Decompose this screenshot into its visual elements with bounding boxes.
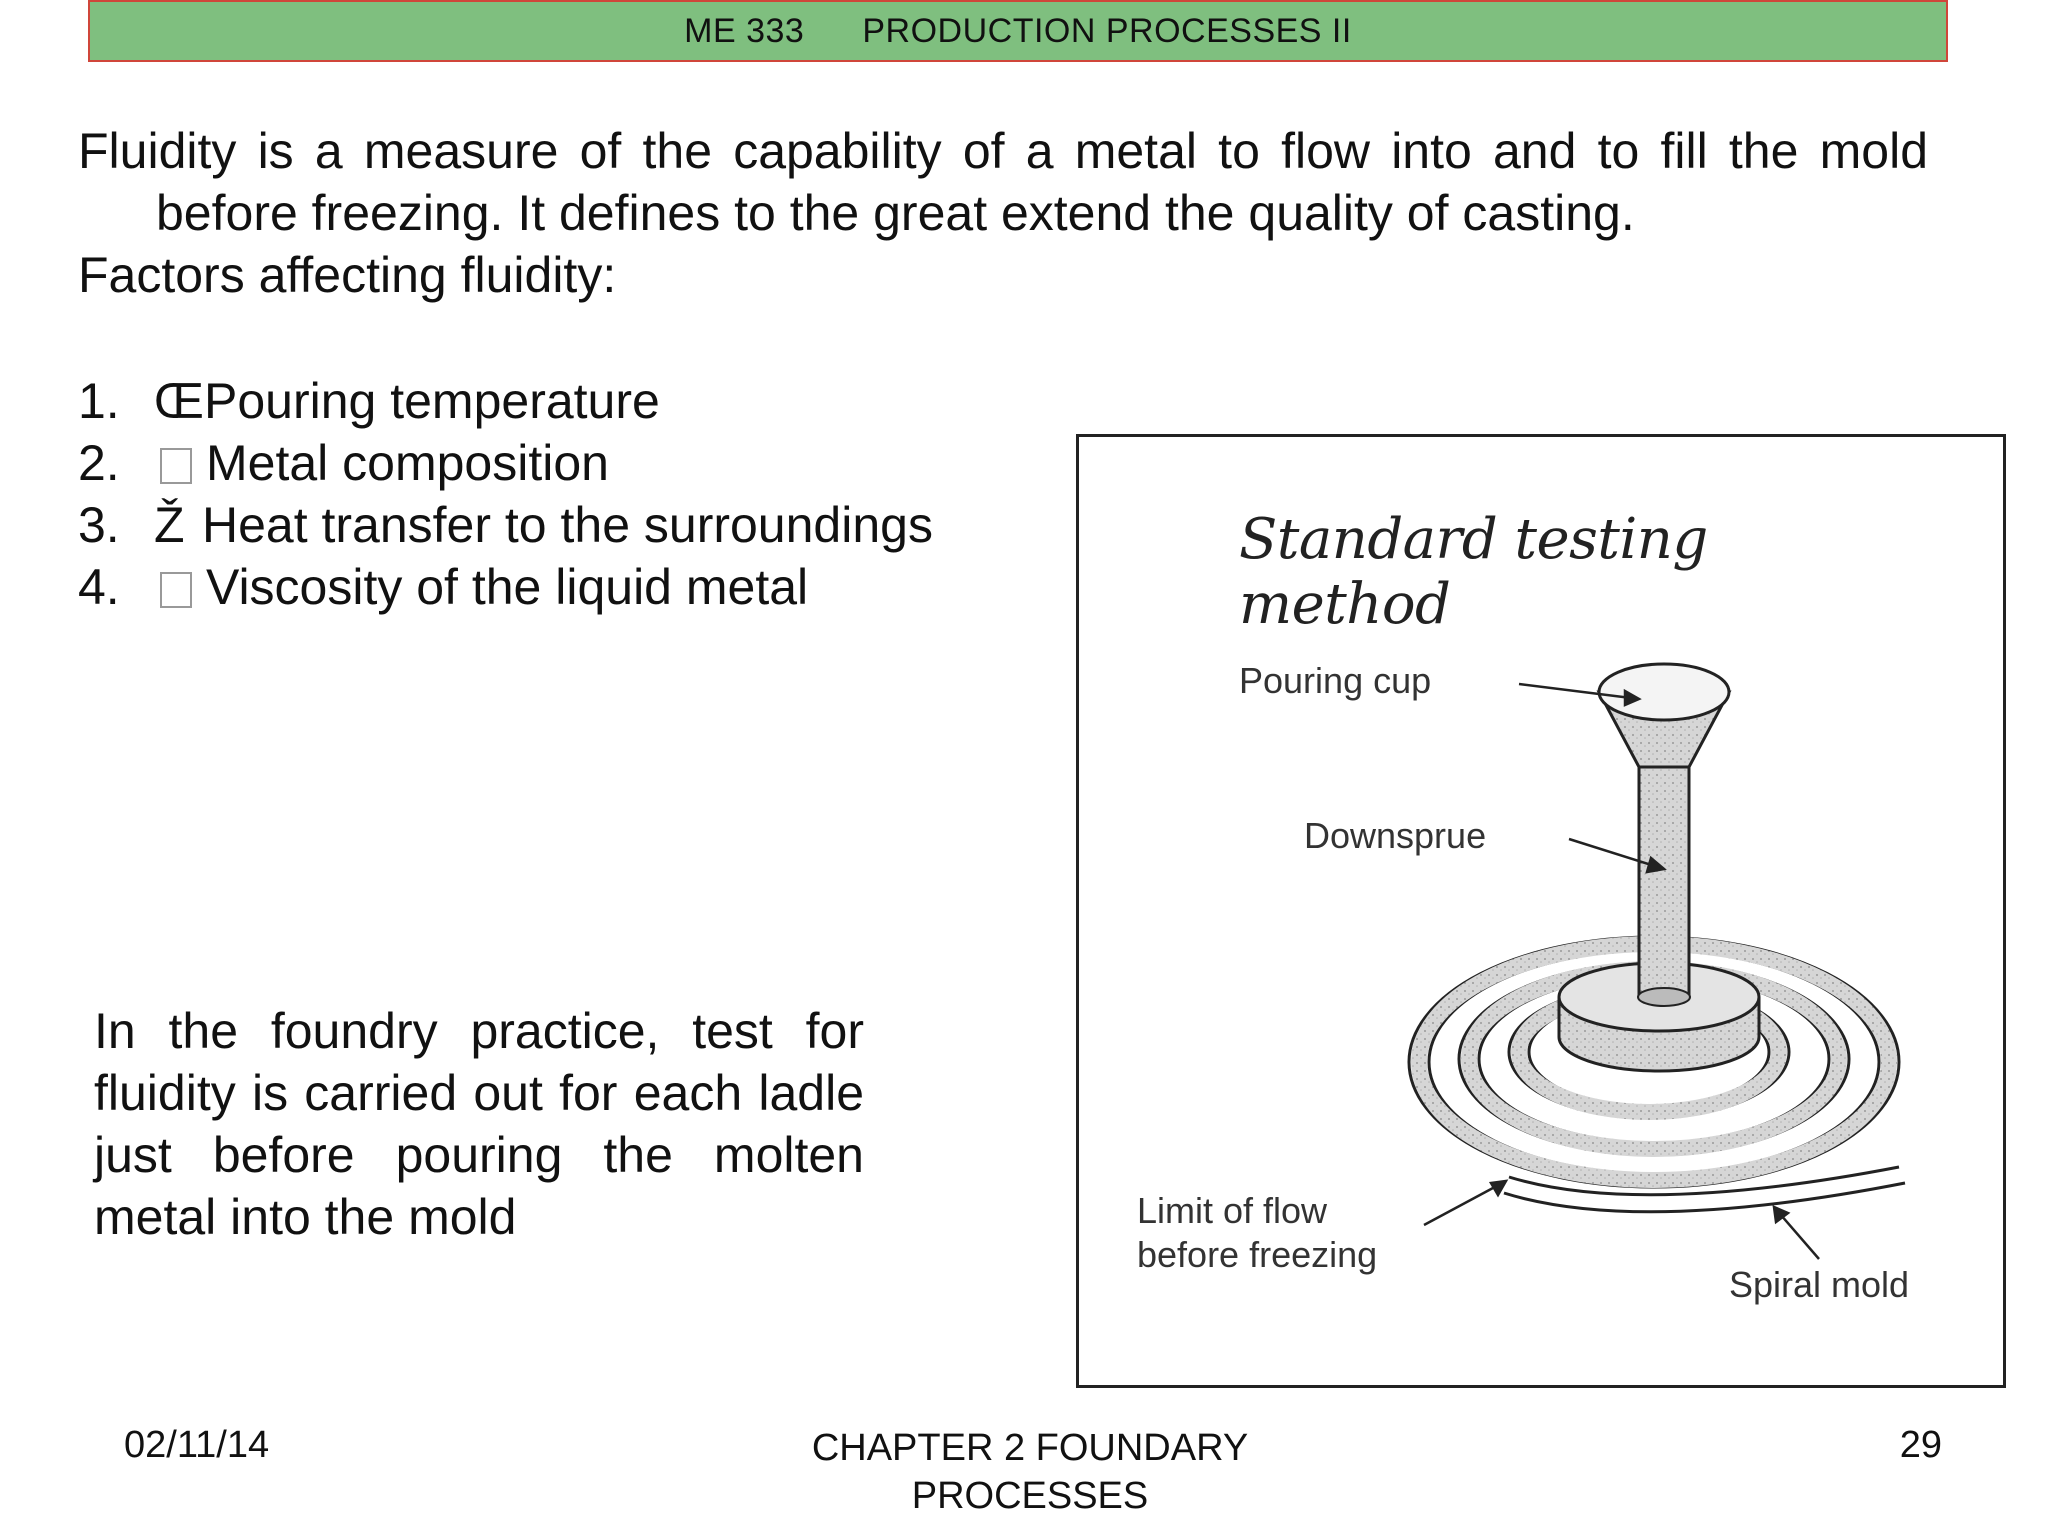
spiral-mold-label: Spiral mold: [1729, 1264, 1910, 1305]
footer-chapter-line2: PROCESSES: [911, 1475, 1149, 1517]
downsprue-label: Downsprue: [1304, 815, 1487, 856]
list-number: 2.: [78, 435, 120, 491]
list-number: 1.: [78, 373, 120, 429]
slide-header: [88, 0, 1948, 62]
list-text: Heat transfer to the surroundings: [202, 497, 933, 553]
list-item: [78, 556, 933, 618]
list-text: Metal composition: [206, 435, 609, 491]
list-symbol: Ž: [154, 497, 185, 553]
factor-list: [78, 370, 933, 618]
list-item: [78, 432, 933, 494]
list-text: Pouring temperature: [204, 373, 660, 429]
list-item: [78, 494, 933, 556]
list-symbol: Œ: [154, 373, 204, 429]
list-number: 3.: [78, 497, 120, 553]
footer-chapter: [780, 1424, 1280, 1520]
missing-glyph-icon: [160, 572, 192, 608]
factors-heading: Factors affecting fluidity:: [78, 247, 617, 303]
footer-date: 02/11/14: [124, 1424, 270, 1466]
list-number: 4.: [78, 559, 120, 615]
list-text: Viscosity of the liquid metal: [206, 559, 809, 615]
limit-of-flow-label-line1: Limit of flow: [1137, 1190, 1328, 1231]
limit-of-flow-label-line2: before freezing: [1137, 1234, 1378, 1275]
foundry-note: In the foundry practice, test for fluidity is carried out for each ladle just before pouring the molten metal into the mold: [94, 1003, 864, 1245]
page-number: 29: [1899, 1424, 1942, 1466]
figure-title: Standard testing method: [1239, 507, 1708, 637]
fluidity-definition: Fluidity is a measure of the capability of a metal to flow into and to fill the mold before freezing. It defines to the great extend the quality of casting.: [78, 123, 1928, 241]
intro-text: [78, 120, 1928, 306]
footer-chapter-line1: CHAPTER 2 FOUNDARY: [811, 1427, 1249, 1469]
course-title: PRODUCTION PROCESSES II: [862, 11, 1352, 50]
pouring-cup-label: Pouring cup: [1239, 660, 1432, 701]
missing-glyph-icon: [160, 448, 192, 484]
course-code: ME 333: [684, 11, 805, 50]
fluidity-test-figure: [1076, 434, 2006, 1388]
list-item: [78, 370, 933, 432]
